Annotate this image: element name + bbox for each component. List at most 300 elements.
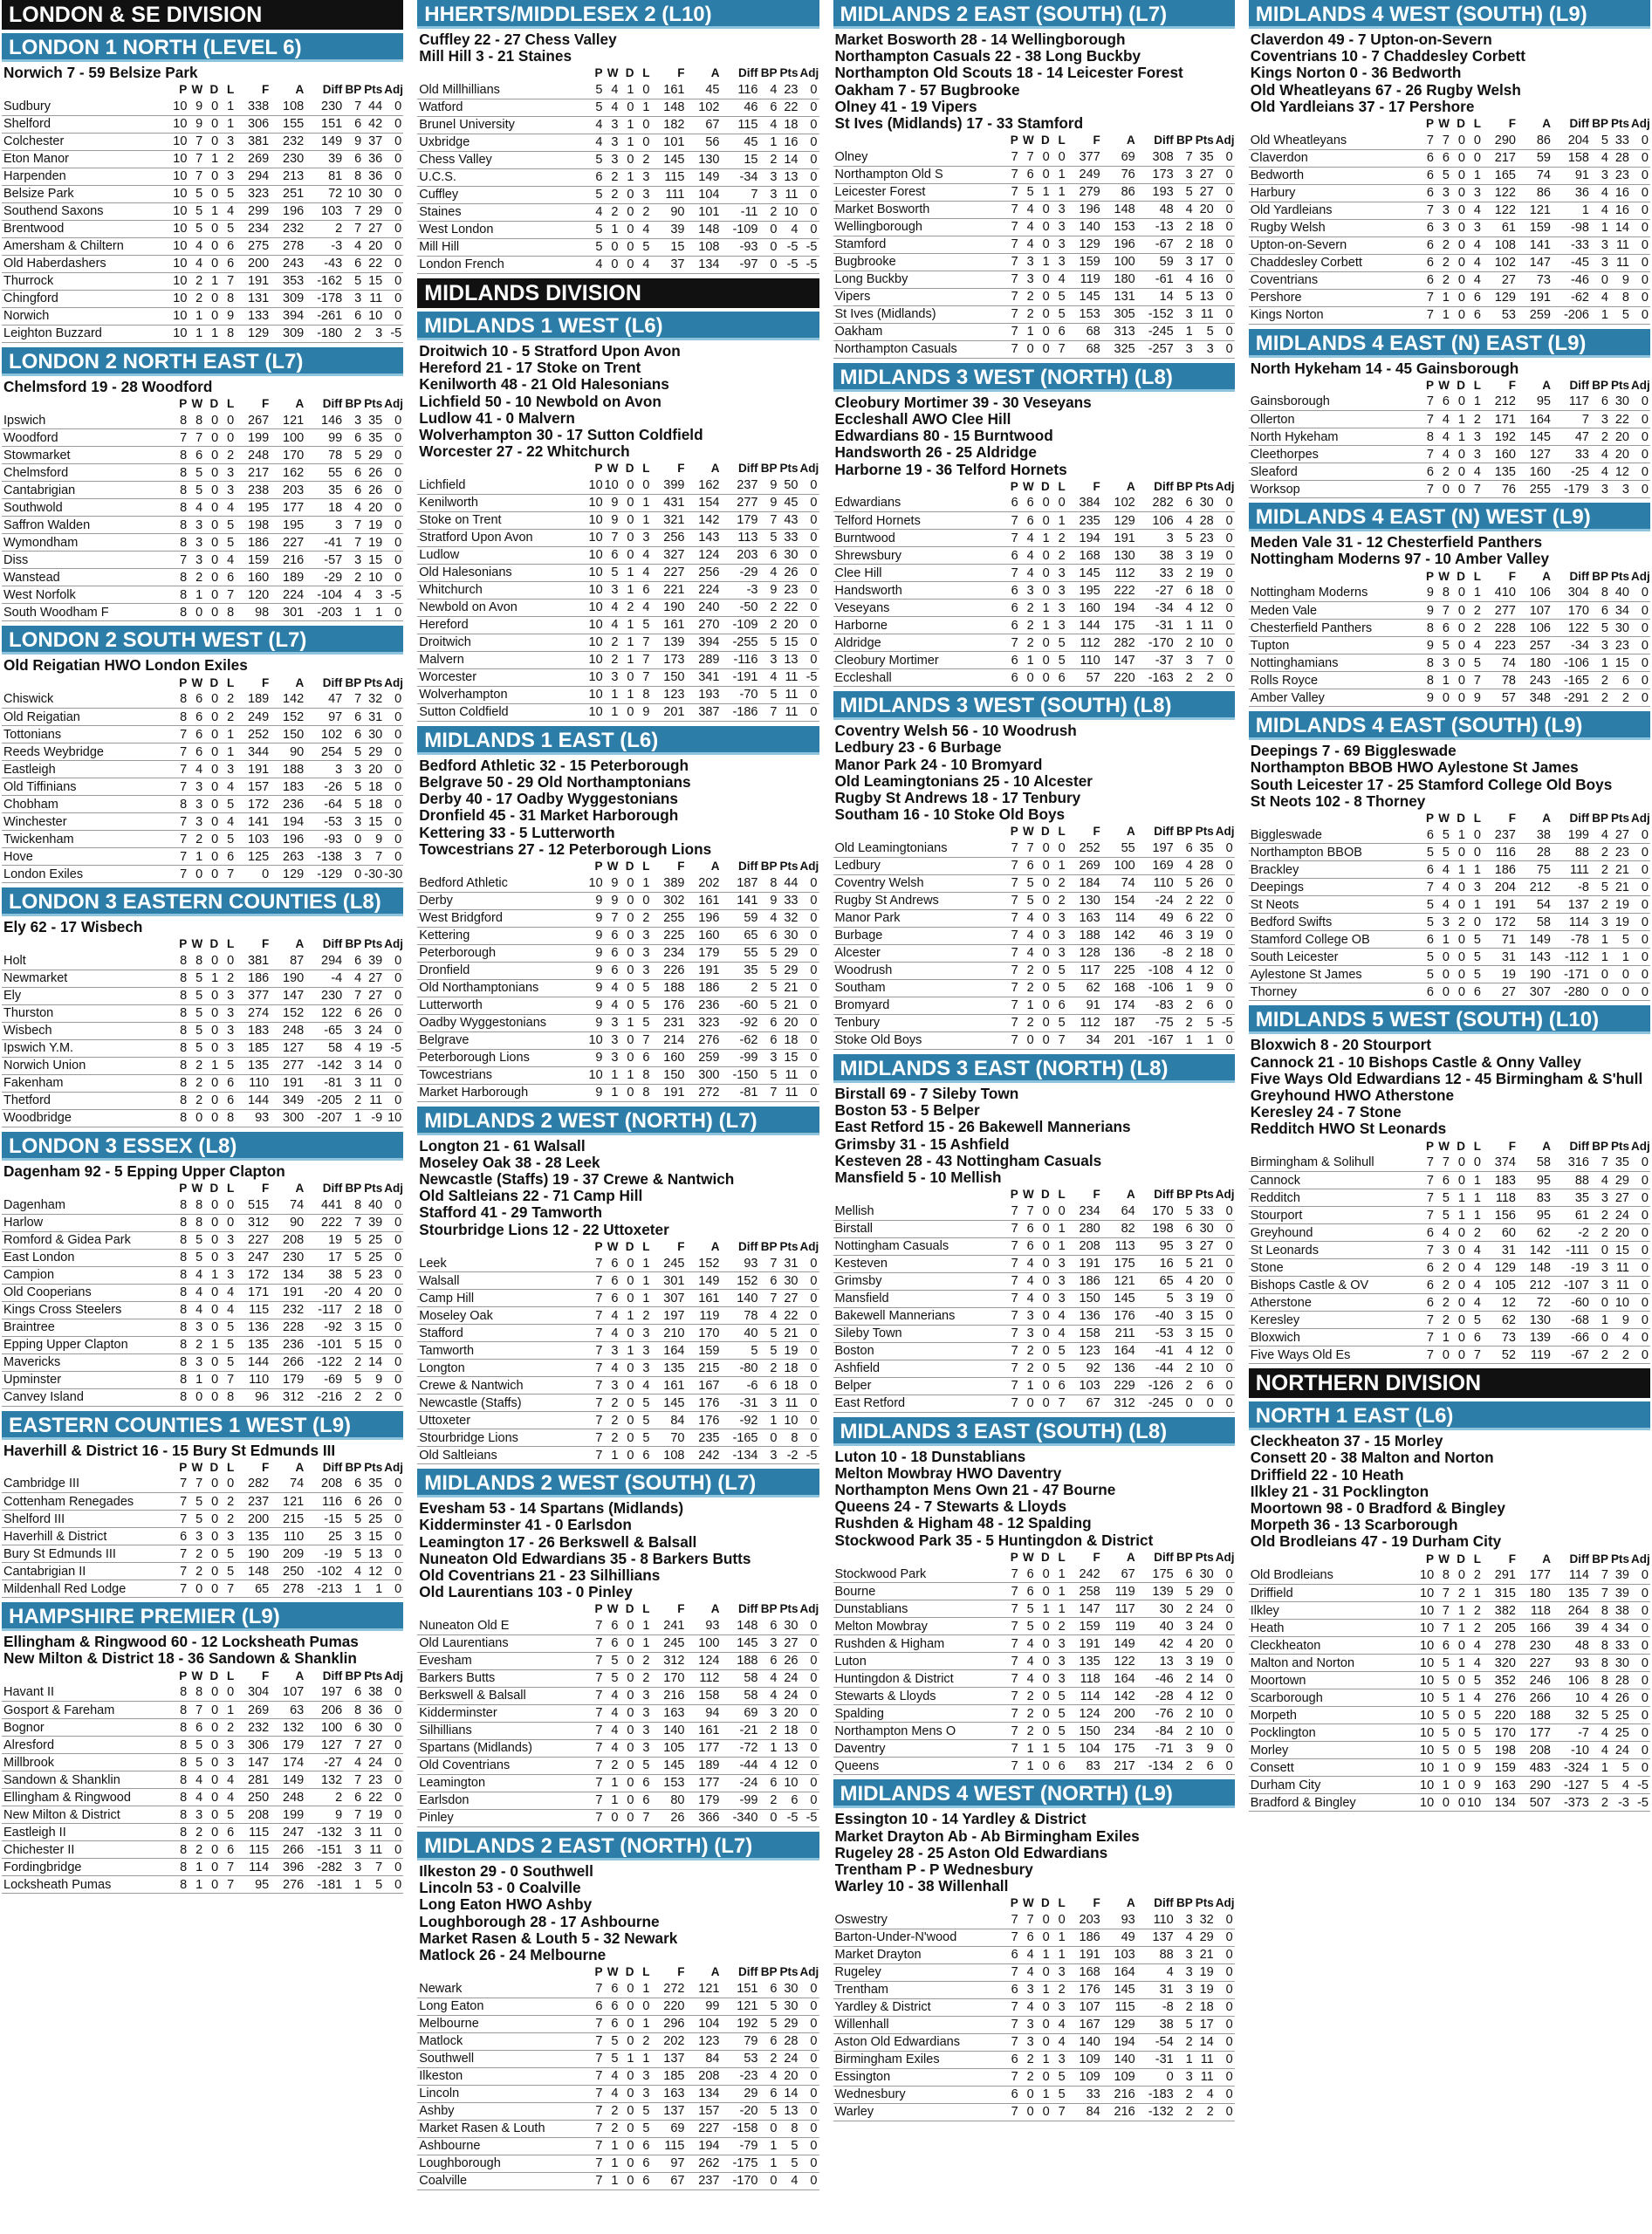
stat-pts: 30 <box>363 726 384 744</box>
stat-a: 90 <box>271 1214 305 1231</box>
stat-adj: 0 <box>800 944 819 962</box>
stat-p: 7 <box>1004 288 1020 305</box>
table-row <box>2 1580 403 1598</box>
stat-pts: 26 <box>779 1652 800 1669</box>
stat-diff: -101 <box>305 1336 344 1353</box>
stat-a: 232 <box>271 220 305 237</box>
stat-adj: 0 <box>384 133 403 150</box>
table-row <box>417 1809 819 1826</box>
stat-diff: -65 <box>305 1022 344 1039</box>
stat-d: 0 <box>204 429 220 447</box>
header-a: A <box>295 937 305 951</box>
stat-f: 171 <box>1483 411 1518 428</box>
stat-d: 0 <box>1036 1290 1052 1307</box>
stat-adj: 0 <box>1631 1689 1650 1707</box>
stat-p: 6 <box>1420 271 1436 289</box>
stat-adj: 0 <box>384 848 403 866</box>
stat-bp: 3 <box>344 1057 363 1074</box>
stat-bp: 10 <box>344 185 363 202</box>
team-name: Shrewsbury <box>833 547 1004 565</box>
stat-bp: 2 <box>1591 896 1610 914</box>
result-line: Old Yardleians 37 - 17 Pershore <box>1250 98 1475 115</box>
stat-bp: 0 <box>1591 1294 1610 1312</box>
stat-f: 185 <box>236 1039 271 1057</box>
table-row <box>2 185 403 202</box>
table-row <box>1249 1724 1650 1742</box>
stat-diff: 140 <box>722 1290 760 1307</box>
stat-f: 195 <box>1067 582 1102 600</box>
stat-a: 147 <box>1518 254 1553 271</box>
stat-a: 164 <box>1102 1670 1137 1688</box>
stat-pts: 24 <box>1610 1742 1631 1759</box>
header-team <box>417 460 588 476</box>
stat-diff: 5 <box>1137 1290 1176 1307</box>
table-row <box>833 1272 1235 1290</box>
stat-l: 3 <box>1467 446 1483 463</box>
stat-diff: -178 <box>305 290 344 307</box>
stat-pts: -5 <box>779 256 800 273</box>
stat-l: 5 <box>1467 1312 1483 1329</box>
table-header-row <box>2 935 403 952</box>
result-line: Old Reigatian HWO London Exiles <box>3 657 248 675</box>
stat-w: 4 <box>605 997 620 1014</box>
header-adj: Adj <box>799 1602 819 1616</box>
table-row <box>417 651 819 668</box>
stat-diff: -72 <box>722 1739 760 1757</box>
header-pts: Pts <box>364 396 383 410</box>
stat-bp: 4 <box>344 586 363 604</box>
team-name: Newcastle (Staffs) <box>417 1395 588 1412</box>
stat-p: 6 <box>1420 184 1436 202</box>
header-d: D <box>1457 811 1465 825</box>
stat-adj: 0 <box>1631 1707 1650 1724</box>
stat-p: 5 <box>589 99 605 116</box>
stat-a: 103 <box>1102 1946 1137 1963</box>
stat-diff: -80 <box>722 1360 760 1377</box>
stat-f: 191 <box>652 1084 687 1101</box>
stat-bp: 6 <box>344 952 363 970</box>
table-row <box>2 796 403 813</box>
stat-adj: 0 <box>800 1792 819 1809</box>
team-name: Campion <box>2 1266 173 1284</box>
stat-diff: -132 <box>1137 2103 1176 2121</box>
stat-pts: 13 <box>1195 288 1216 305</box>
stat-adj: 0 <box>800 1307 819 1325</box>
stat-p: 10 <box>588 688 603 702</box>
stat-p: 7 <box>589 1360 605 1377</box>
stat-a: 272 <box>687 1084 722 1101</box>
stat-f: 256 <box>652 529 687 546</box>
stat-pts: 33 <box>779 529 800 546</box>
stat-a: 114 <box>1102 909 1137 927</box>
stat-pts: 18 <box>779 116 800 134</box>
team-name: Epping Upper Clapton <box>2 1336 173 1353</box>
stat-bp: 3 <box>344 1319 363 1336</box>
stat-pts: 19 <box>1195 1290 1216 1307</box>
stat-adj: 0 <box>800 1290 819 1307</box>
stat-adj: 0 <box>1216 495 1235 512</box>
team-name: Thurrock <box>2 272 173 290</box>
stat-bp: 2 <box>1591 1207 1610 1224</box>
stat-f: 110 <box>236 1074 271 1092</box>
stat-w: 3 <box>1436 219 1451 236</box>
league-title: MIDLANDS 4 EAST (SOUTH) (L9) <box>1249 711 1650 740</box>
stat-d: 0 <box>620 1998 636 2015</box>
stat-w: 3 <box>189 552 204 569</box>
stat-f: 276 <box>1483 1689 1518 1707</box>
stat-f: 123 <box>1067 1342 1102 1360</box>
stat-f: 148 <box>236 1563 271 1580</box>
stat-a: 127 <box>1518 446 1553 463</box>
stat-d: 0 <box>1451 1312 1467 1329</box>
stat-adj: 0 <box>1216 530 1235 547</box>
result-line: Deepings 7 - 69 Biggleswade <box>1250 743 1457 760</box>
league-title: MIDLANDS 1 EAST (L6) <box>417 726 819 755</box>
stat-f: 135 <box>236 1336 271 1353</box>
stat-f: 115 <box>236 1824 271 1841</box>
stat-adj: 0 <box>1631 219 1650 236</box>
stat-pts: 21 <box>1195 1255 1216 1272</box>
stat-bp: 1 <box>1176 1031 1195 1049</box>
stat-f: 57 <box>1067 669 1102 687</box>
league-section-midlands-4-east-n-west-l9 <box>1249 503 1650 707</box>
header-pts: Pts <box>1195 479 1214 493</box>
header-f: F <box>1508 569 1516 583</box>
team-name: Stone <box>1249 1259 1420 1277</box>
stat-diff: -19 <box>1553 1259 1591 1277</box>
header-a: A <box>295 675 305 689</box>
team-name: Crewe & Nantwich <box>417 1377 588 1395</box>
stat-w: 8 <box>189 1684 204 1702</box>
stat-f: 280 <box>1067 1220 1102 1237</box>
stat-p: 6 <box>1420 219 1436 236</box>
stat-w: 0 <box>1020 340 1036 358</box>
stat-bp: 6 <box>760 1617 779 1634</box>
stat-d: 0 <box>620 1757 636 1774</box>
stat-adj: 0 <box>1631 1172 1650 1189</box>
results-list <box>2 376 403 395</box>
team-name: Eton Manor <box>2 150 173 168</box>
stat-w: 4 <box>1436 411 1451 428</box>
stat-w: 4 <box>605 599 620 616</box>
header-w: W <box>1438 1139 1450 1153</box>
stat-f: 274 <box>236 1004 271 1022</box>
stat-diff: -29 <box>722 564 760 581</box>
stat-d: 0 <box>620 1739 636 1757</box>
stat-a: 93 <box>687 1617 722 1634</box>
stat-bp: 0 <box>760 2120 779 2137</box>
stat-d: 0 <box>1451 289 1467 306</box>
team-name: Wymondham <box>2 534 173 552</box>
stat-a: 159 <box>687 1342 722 1360</box>
stat-bp: 3 <box>760 651 779 668</box>
stat-a: 140 <box>1102 2051 1137 2068</box>
stat-diff: -106 <box>1553 654 1591 672</box>
table-row <box>833 1653 1235 1670</box>
results-list <box>417 340 819 460</box>
team-name: Old Brodleians <box>1249 1567 1420 1585</box>
stat-f: 320 <box>1483 1655 1518 1672</box>
stat-l: 3 <box>1052 1272 1067 1290</box>
result-line: Cuffley 22 - 27 Chess Valley <box>419 31 617 48</box>
stat-p: 7 <box>589 1792 605 1809</box>
team-name: Willenhall <box>833 2016 1004 2033</box>
stat-w: 0 <box>1436 481 1451 498</box>
league-table <box>833 1549 1235 1776</box>
stat-adj: 0 <box>1216 962 1235 979</box>
stat-p: 8 <box>173 412 189 429</box>
stat-diff: -163 <box>1137 669 1176 687</box>
stat-pts: 39 <box>363 1214 384 1231</box>
stat-diff: -44 <box>1137 1360 1176 1377</box>
stat-a: 266 <box>1518 1689 1553 1707</box>
stat-d: 0 <box>204 831 220 848</box>
table-header-row <box>1249 810 1650 826</box>
stat-diff: -8 <box>1137 1998 1176 2016</box>
stat-p: 8 <box>173 1004 189 1022</box>
team-name: Bourne <box>833 1583 1004 1600</box>
stat-diff: 222 <box>305 1214 344 1231</box>
stat-adj: 0 <box>384 604 403 621</box>
table-row <box>1249 585 1650 602</box>
result-line: Old Brodleians 47 - 19 Durham City <box>1250 1533 1502 1551</box>
stat-a: 124 <box>687 1652 722 1669</box>
stat-pts: 1 <box>363 1580 384 1598</box>
table-row <box>833 2051 1235 2068</box>
stat-p: 7 <box>1004 1395 1020 1412</box>
stat-p: 8 <box>173 1266 189 1284</box>
stat-w: 4 <box>189 1771 204 1789</box>
stat-diff: -25 <box>1553 463 1591 481</box>
stat-l: 5 <box>220 534 236 552</box>
team-name: Northampton Casuals <box>833 340 1004 358</box>
team-name: Moseley Oak <box>417 1307 588 1325</box>
team-name: Holt <box>2 952 173 970</box>
stat-d: 0 <box>620 511 636 529</box>
stat-pts: 1 <box>1610 949 1631 966</box>
stat-l: 4 <box>636 546 652 564</box>
stat-l: 3 <box>636 944 652 962</box>
team-name: Daventry <box>833 1740 1004 1758</box>
stat-w: 1 <box>1020 1758 1036 1775</box>
stat-adj: 0 <box>384 1022 403 1039</box>
stat-l: 3 <box>1052 1670 1067 1688</box>
league-title: MIDLANDS 1 WEST (L6) <box>417 312 819 340</box>
header-team <box>2 1180 173 1196</box>
stat-l: 0 <box>1052 148 1067 166</box>
stat-d: 0 <box>620 2015 636 2032</box>
stat-adj: 0 <box>800 1342 819 1360</box>
team-name: Stoke on Trent <box>417 511 588 529</box>
table-row <box>2 1476 403 1493</box>
table-row <box>2 1039 403 1057</box>
stat-f: 135 <box>236 1528 271 1545</box>
stat-diff: -104 <box>305 586 344 604</box>
table-row <box>417 1722 819 1739</box>
stat-a: 196 <box>271 202 305 220</box>
stat-d: 0 <box>1036 288 1052 305</box>
stat-p: 10 <box>1420 1567 1436 1585</box>
stat-d: 0 <box>204 1022 220 1039</box>
stat-bp: 4 <box>344 237 363 255</box>
stat-diff: -23 <box>722 2067 760 2085</box>
stat-adj: 0 <box>1216 236 1235 253</box>
stat-bp: 3 <box>1591 411 1610 428</box>
stat-p: 7 <box>173 778 189 796</box>
header-diff: Diff <box>738 860 758 874</box>
table-header-row <box>833 1186 1235 1203</box>
stat-w: 3 <box>605 668 620 686</box>
stat-a: 289 <box>687 651 722 668</box>
stat-d: 0 <box>620 1412 636 1429</box>
team-name: Driffield <box>1249 1585 1420 1602</box>
header-team <box>833 478 1004 495</box>
stat-l: 7 <box>636 668 652 686</box>
stat-d: 0 <box>204 185 220 202</box>
stat-p: 5 <box>589 186 605 203</box>
team-name: Old Wheatleyans <box>1249 132 1420 149</box>
stat-d: 0 <box>1036 1566 1052 1583</box>
stat-f: 124 <box>1067 1705 1102 1723</box>
results-list <box>1249 1034 1650 1137</box>
team-name: Old Cooperians <box>2 1284 173 1301</box>
stat-l: 3 <box>220 987 236 1004</box>
header-pts: Pts <box>364 937 383 951</box>
team-name: Birstall <box>833 1220 1004 1237</box>
stat-pts: 18 <box>1195 236 1216 253</box>
stat-w: 5 <box>1020 1600 1036 1618</box>
league-title: MIDLANDS 5 WEST (SOUTH) (L10) <box>1249 1005 1650 1034</box>
table-row <box>833 1998 1235 2016</box>
stat-pts: 11 <box>363 1824 384 1841</box>
stat-p: 7 <box>1004 944 1020 962</box>
team-name: U.C.S. <box>417 168 588 186</box>
table-row <box>833 634 1235 652</box>
stat-pts: 17 <box>1195 2016 1216 2033</box>
stat-diff: -127 <box>1553 1777 1591 1794</box>
table-row <box>1249 826 1650 844</box>
stat-bp: 4 <box>1591 184 1610 202</box>
header-adj: Adj <box>384 675 403 689</box>
stat-w: 4 <box>189 1284 204 1301</box>
stat-d: 2 <box>620 599 636 616</box>
table-row <box>417 203 819 221</box>
stat-diff: 33 <box>1553 446 1591 463</box>
stat-l: 2 <box>636 151 652 168</box>
stat-bp: 3 <box>1176 1237 1195 1255</box>
stat-w: 5 <box>189 1004 204 1022</box>
stat-f: 61 <box>1483 219 1518 236</box>
stat-a: 277 <box>271 1057 305 1074</box>
stat-pts: 5 <box>1610 931 1631 949</box>
result-line: Belgrave 50 - 29 Old Northamptonians <box>419 774 691 791</box>
result-line: Old Saltleians 22 - 71 Camp Hill <box>419 1188 643 1205</box>
stat-a: 145 <box>1102 1981 1137 1998</box>
result-line: Driffield 22 - 10 Heath <box>1250 1466 1404 1484</box>
stat-p: 10 <box>173 152 188 167</box>
stat-bp: 1 <box>760 2137 779 2155</box>
result-line: Kesteven 28 - 43 Nottingham Casuals <box>834 1152 1102 1169</box>
stat-diff: 39 <box>1553 1620 1591 1637</box>
stat-adj: -5 <box>1216 1014 1235 1031</box>
header-diff: Diff <box>1569 1552 1589 1566</box>
header-a: A <box>1127 1550 1135 1564</box>
stat-w: 5 <box>189 1039 204 1057</box>
table-row <box>1249 236 1650 254</box>
stat-f: 302 <box>652 892 687 909</box>
table-row <box>2 237 403 255</box>
stat-adj: 0 <box>800 2067 819 2085</box>
table-row <box>2 98 403 115</box>
stat-d: 0 <box>204 1371 220 1388</box>
table-row <box>1249 1777 1650 1794</box>
stat-diff: 308 <box>1137 148 1176 166</box>
header-a: A <box>295 1669 305 1682</box>
stat-f: 90 <box>652 203 687 221</box>
stat-w: 2 <box>605 2120 620 2137</box>
team-name: Luton <box>833 1653 1004 1670</box>
stat-l: 5 <box>1052 2068 1067 2086</box>
stat-adj: 0 <box>800 564 819 581</box>
stat-a: 213 <box>271 168 305 185</box>
table-row <box>417 944 819 962</box>
stat-diff: 188 <box>722 1652 760 1669</box>
stat-l: 4 <box>1467 1689 1483 1707</box>
table-row <box>417 1704 819 1722</box>
table-header-row <box>1249 115 1650 132</box>
stat-p: 7 <box>589 2102 605 2120</box>
header-d: D <box>1041 825 1050 839</box>
stat-d: 1 <box>620 1066 636 1084</box>
team-name: Leamington <box>417 1774 588 1792</box>
stat-bp: 9 <box>760 892 779 909</box>
stat-adj: 0 <box>800 1687 819 1704</box>
stat-diff: 106 <box>1137 512 1176 530</box>
stat-f: 76 <box>1483 481 1518 498</box>
stat-diff: 179 <box>722 511 760 529</box>
stat-bp: 7 <box>344 1771 363 1789</box>
league-table <box>417 1238 819 1465</box>
stat-diff: -84 <box>1137 1723 1176 1740</box>
stat-w: 4 <box>1020 565 1036 582</box>
stat-pts: 39 <box>1610 1585 1631 1602</box>
stat-p: 10 <box>588 1068 603 1083</box>
table-header-row <box>833 823 1235 839</box>
stat-a: 191 <box>1102 530 1137 547</box>
stat-f: 168 <box>1067 1963 1102 1981</box>
header-w: W <box>191 1182 203 1196</box>
stat-bp: 5 <box>760 1342 779 1360</box>
result-line: Melton Mowbray HWO Daventry <box>834 1464 1062 1482</box>
table-row <box>1249 620 1650 637</box>
stat-w: 5 <box>189 1754 204 1771</box>
table-row <box>2 482 403 499</box>
stat-bp: 7 <box>760 703 779 721</box>
stat-f: 139 <box>652 634 687 651</box>
stat-adj: 0 <box>1216 1911 1235 1929</box>
stat-d: 0 <box>620 1687 636 1704</box>
table-row <box>417 494 819 511</box>
stat-bp: 4 <box>1176 600 1195 617</box>
stat-p: 10 <box>173 222 188 236</box>
stat-d: 0 <box>620 1255 636 1272</box>
stat-adj: 0 <box>1631 1155 1650 1172</box>
stat-adj: 0 <box>1631 1189 1650 1207</box>
stat-d: 0 <box>1451 1794 1467 1812</box>
stat-diff: -53 <box>1137 1325 1176 1342</box>
stat-l: 3 <box>220 1039 236 1057</box>
stat-diff: -45 <box>1553 254 1591 271</box>
